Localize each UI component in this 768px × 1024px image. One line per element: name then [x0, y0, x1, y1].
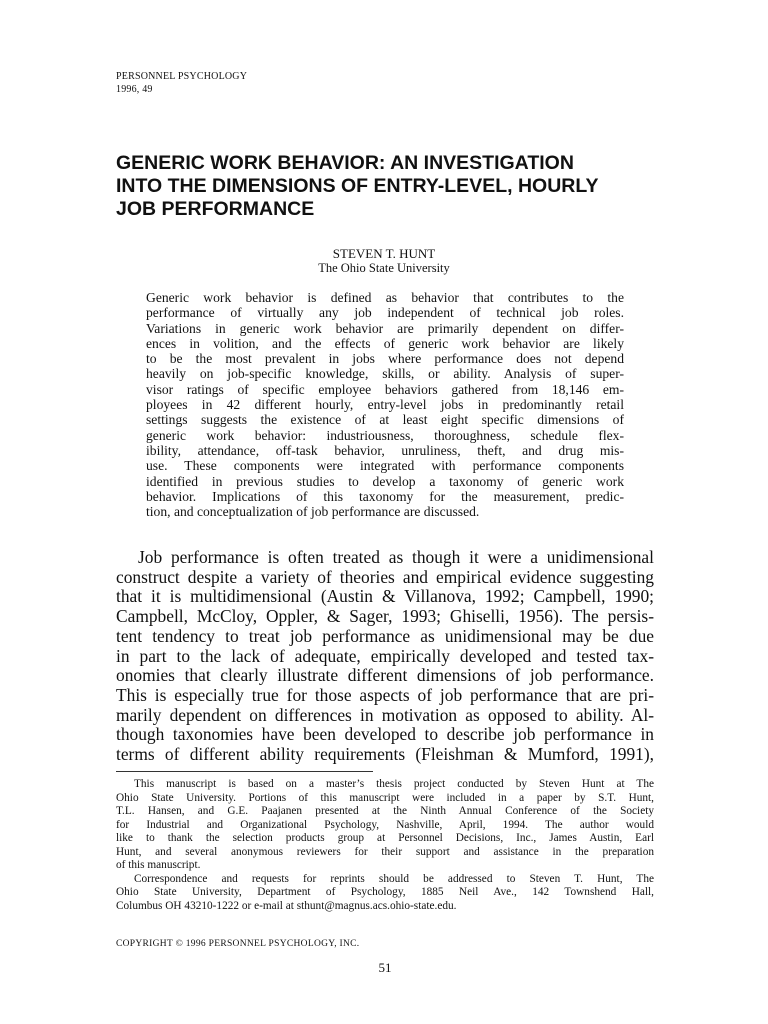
body-line: Job performance is often treated as though it were a unidimensional — [138, 547, 654, 567]
title-line: JOB PERFORMANCE — [116, 198, 315, 220]
body-line: though taxonomies have been developed to describe job performance in — [116, 724, 654, 745]
abstract-line: identified in previous studies to develop a taxonomy of generic work — [146, 473, 624, 489]
journal-issue: 1996, 49 — [116, 84, 153, 95]
abstract-line: tion, and conceptualization of job performance are discussed. — [146, 504, 480, 520]
copyright-notice: COPYRIGHT © 1996 PERSONNEL PSYCHOLOGY, INC. — [116, 939, 360, 949]
footnote-line: Hunt, and several anonymous reviewers for their support and assistance in the preparation — [116, 845, 654, 858]
body-line: marily dependent on differences in motivation as opposed to ability. Al- — [116, 704, 654, 725]
abstract-line: Variations in generic work behavior are primarily dependent on differ- — [146, 320, 624, 336]
author-affiliation: The Ohio State University — [318, 261, 450, 275]
body-line: onomies that clearly illustrate different dimensions of job performance. — [116, 665, 654, 686]
abstract-line: ibility, attendance, off-task behavior, unruliness, theft, and drug mis- — [146, 442, 624, 458]
abstract-line: performance of virtually any job independent of technical job roles. — [146, 305, 624, 321]
abstract-line: generic work behavior: industriousness, thoroughness, schedule flex- — [146, 427, 624, 443]
body-line: that it is multidimensional (Austin & Villanova, 1992; Campbell, 1990; — [116, 586, 654, 607]
footnote-line: T.L. Hansen, and G.E. Paajanen presented at the Ninth Annual Conference of the Society — [116, 805, 654, 817]
abstract-line: ployees in 42 different hourly, entry-level jobs in predominantly retail — [146, 397, 624, 413]
body-line: This is especially true for those aspects of job performance that are pri- — [116, 684, 654, 705]
footnote-line: Ohio State University. Portions of this manuscript were included in a paper by S.T. Hunt, — [116, 791, 654, 804]
body-paragraph — [116, 548, 654, 765]
footnote-line: of this manuscript. — [116, 859, 201, 871]
footnote-line: like to thank the selection products group at Personnel Decisions, Inc., James Austin, Earl — [116, 832, 654, 844]
abstract-line: settings suggests the existence of at least eight specific dimensions of — [146, 412, 624, 428]
abstract-line: behavior. Implications of this taxonomy for the measurement, predic- — [146, 488, 624, 504]
page-number: 51 — [378, 960, 392, 975]
title-line: GENERIC WORK BEHAVIOR: AN INVESTIGATION — [116, 152, 574, 174]
abstract-line: ences in volition, and the effects of generic work behavior are likely — [146, 335, 624, 351]
abstract-line: visor ratings of specific employee behaviors gathered from 18,146 em- — [146, 381, 624, 397]
journal-header — [116, 70, 247, 96]
abstract — [146, 290, 624, 519]
body-line: construct despite a variety of theories and empirical evidence suggesting — [116, 566, 654, 587]
abstract-line: Generic work behavior is defined as behavior that contributes to the — [146, 290, 624, 305]
abstract-line: to be the most prevalent in jobs where performance does not depend — [146, 351, 624, 367]
body-line: Campbell, McCloy, Oppler, & Sager, 1993; Ghiselli, 1956). The persis- — [116, 606, 654, 627]
footnote — [116, 778, 654, 913]
journal-name: PERSONNEL PSYCHOLOGY — [116, 71, 248, 82]
abstract-line: use. These components were integrated with performance components — [146, 458, 624, 474]
footnote-line: This manuscript is based on a master’s thesis project conducted by Steven Hunt at The — [134, 778, 654, 790]
footnote-divider — [116, 771, 373, 772]
footnote-line: Ohio State University, Department of Psychology, 1885 Neil Ave., 142 Townshend Hall, — [116, 886, 654, 898]
abstract-line: heavily on job-specific knowledge, skills, or ability. Analysis of super- — [146, 366, 624, 382]
footnote-line: Correspondence and requests for reprints should be addressed to Steven T. Hunt, The — [134, 872, 654, 885]
footnote-line: Columbus OH 43210-1222 or e-mail at sthunt@magnus.acs.ohio-state.edu. — [116, 899, 457, 912]
article-title — [116, 152, 656, 221]
footnote-line: for Industrial and Organizational Psychology, Nashville, April, 1994. The author would — [116, 818, 654, 831]
body-line: terms of different ability requirements (Fleishman & Mumford, 1991), — [116, 744, 654, 765]
body-line: in part to the lack of adequate, empirically developed and tested tax- — [116, 645, 654, 666]
title-line: INTO THE DIMENSIONS OF ENTRY-LEVEL, HOURLY — [116, 175, 599, 197]
body-line: tent tendency to treat job performance as unidimensional may be due — [116, 625, 654, 646]
author-name: STEVEN T. HUNT — [332, 246, 436, 261]
